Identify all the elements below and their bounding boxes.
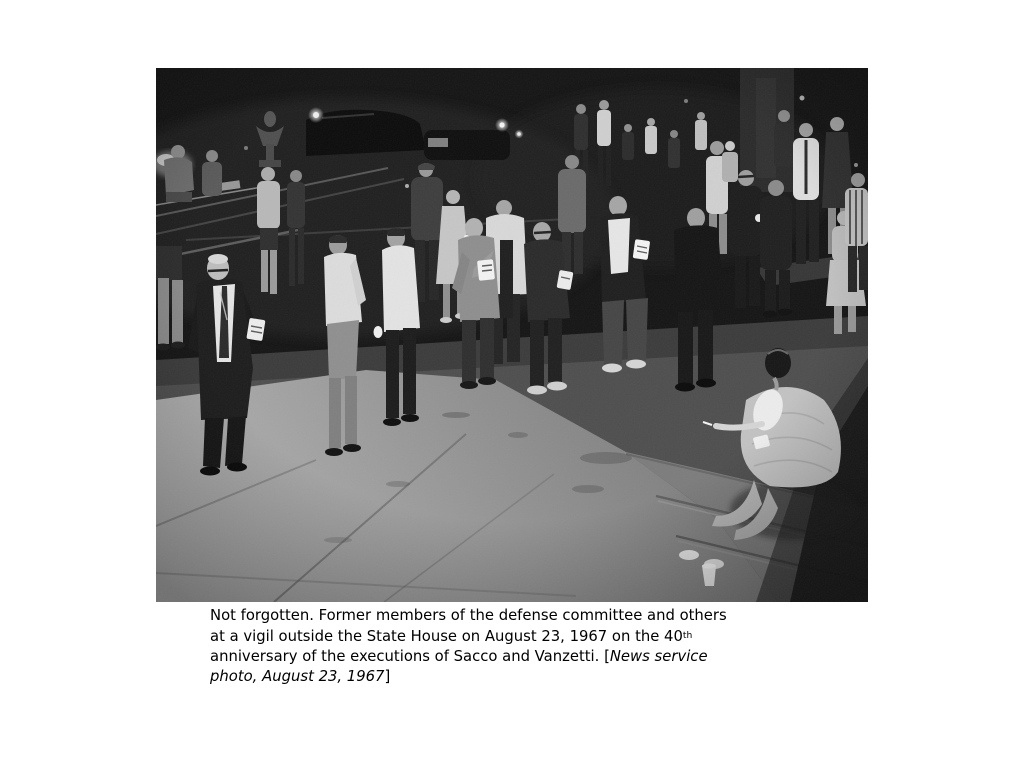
caption-citation-italic: photo, August 23, 1967 bbox=[210, 667, 385, 685]
caption-text: at a vigil outside the State House on August 23, 1967 on the 40 bbox=[210, 627, 683, 645]
caption-line-1 bbox=[210, 606, 850, 626]
caption-text: Not forgotten. Former members of the defense committee and others bbox=[210, 607, 727, 624]
figure-caption bbox=[210, 606, 850, 687]
caption-text: ] bbox=[384, 667, 391, 685]
caption-line-2 bbox=[210, 626, 850, 647]
caption-text: anniversary of the executions of Sacco and Vanzetti. [ bbox=[210, 647, 610, 665]
ordinal-suffix: th bbox=[682, 630, 693, 641]
film-grain bbox=[156, 68, 868, 602]
caption-citation-italic: News service bbox=[609, 647, 708, 665]
vigil-photo-illustration bbox=[156, 68, 868, 602]
vigil-photograph bbox=[156, 68, 868, 602]
caption-line-3 bbox=[210, 647, 850, 667]
caption-line-4 bbox=[210, 667, 850, 687]
